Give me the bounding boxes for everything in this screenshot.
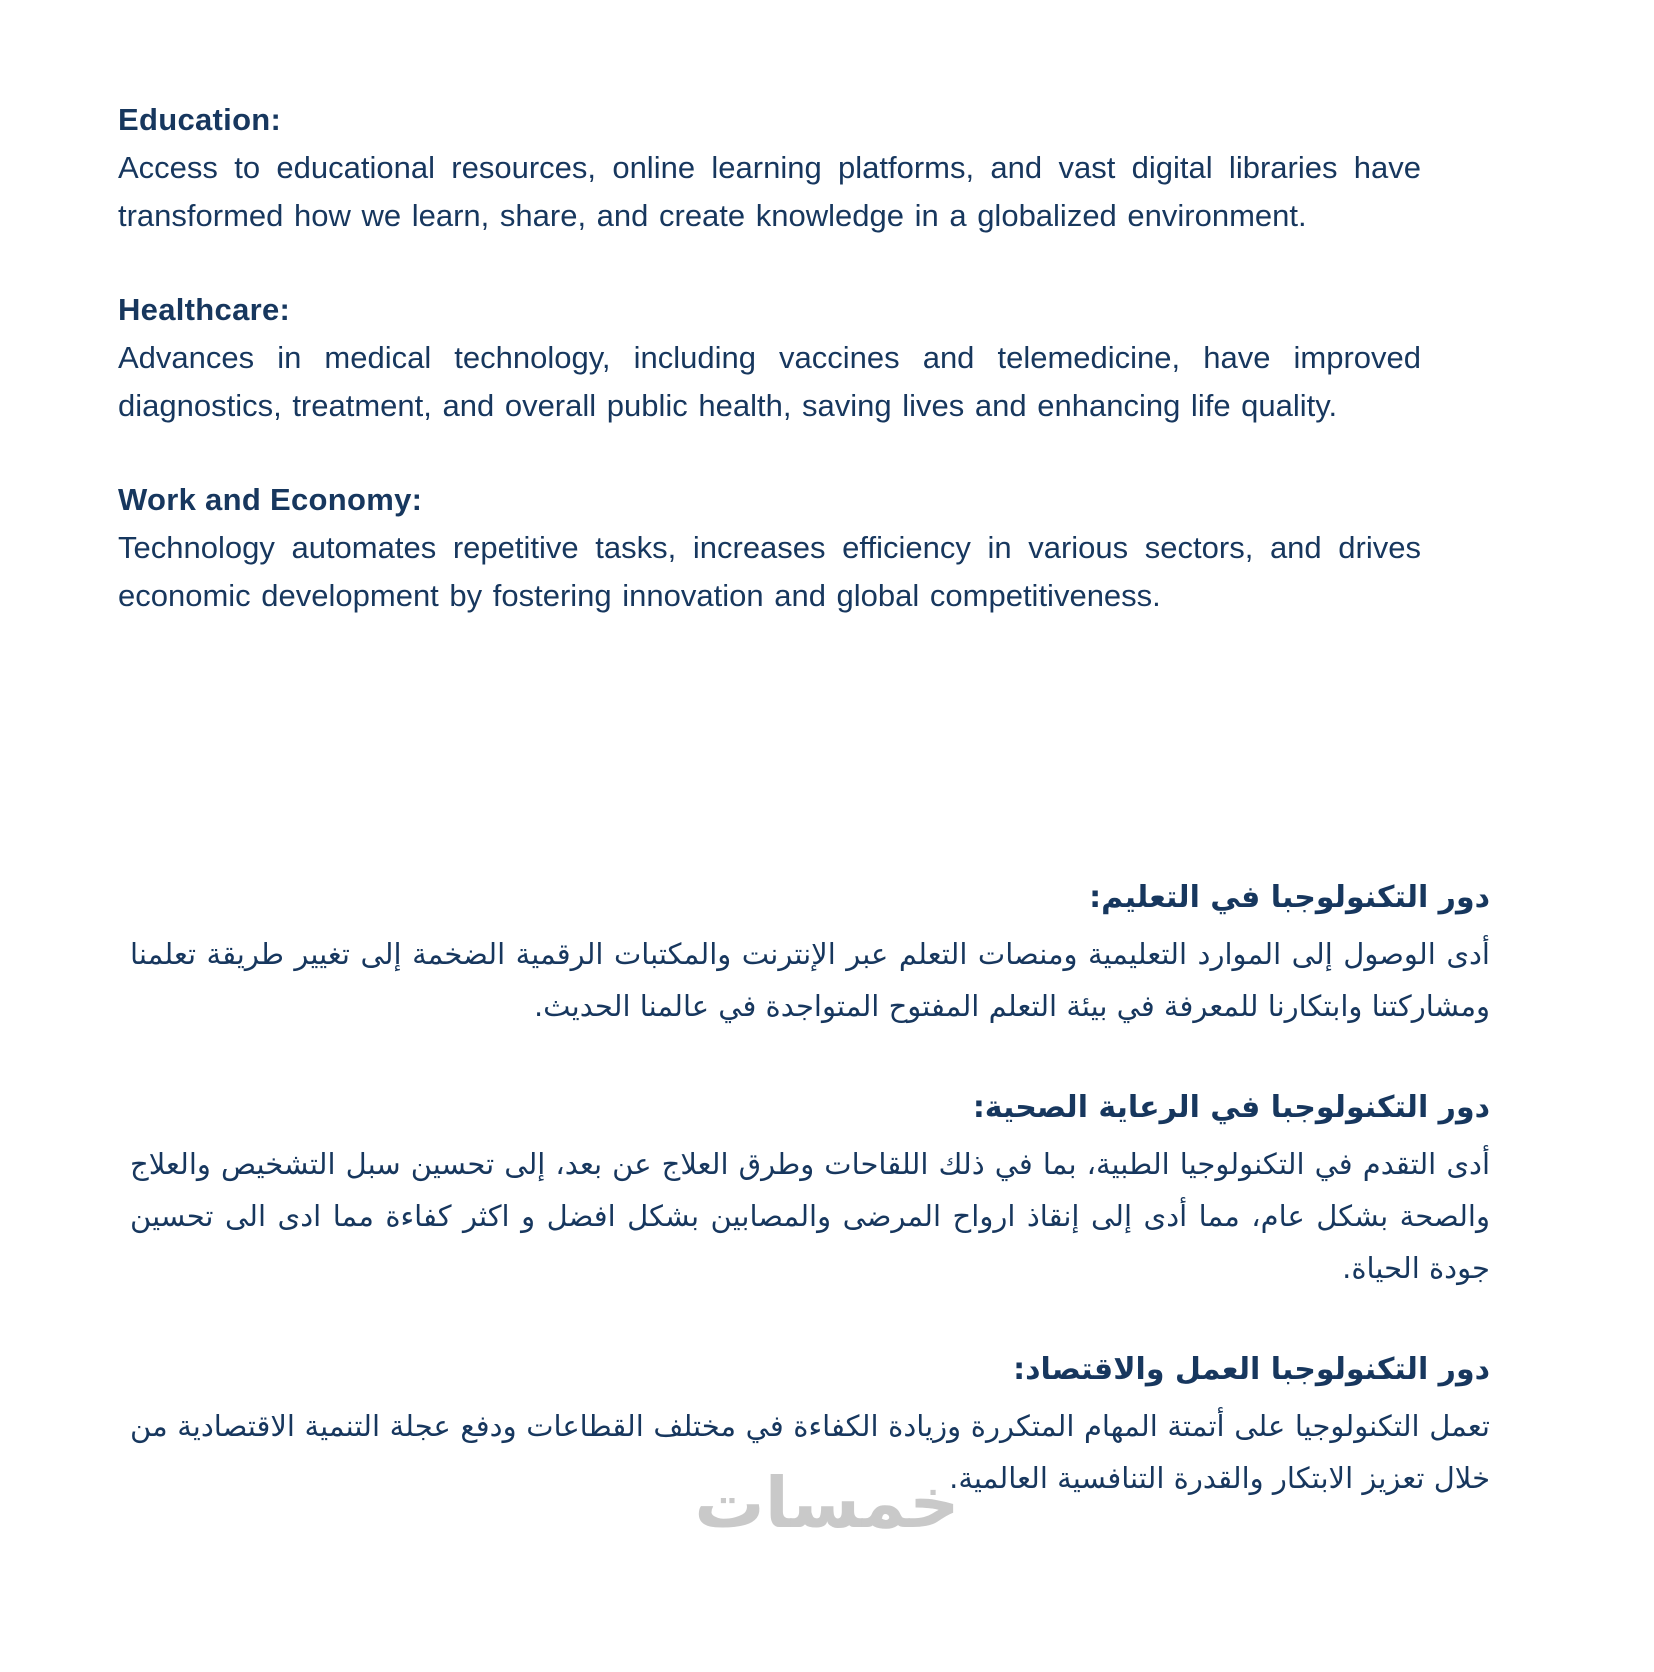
section-work-economy <box>118 476 1421 620</box>
khamsat-watermark: خمسات <box>694 1462 960 1544</box>
education-body: Access to educational resources, online learning platforms, and vast digital libraries have transformed how we learn, share, and create knowledge in a globalized environment. <box>118 150 1421 233</box>
healthcare-heading-arabic: دور التكنولوجبا في الرعاية الصحية: <box>972 1090 1490 1125</box>
work-economy-heading: Work and Economy: <box>118 482 423 517</box>
section-healthcare <box>118 286 1421 430</box>
education-heading: Education: <box>118 102 282 137</box>
work-economy-body-arabic: تعمل التكنولوجيا على أتمتة المهام المتكررة وزيادة الكفاءة في مختلف القطاعات ودفع عجلة التنمية الاقتصادية من خلال تعزيز الابتكار والقدرة التنافسية العالمية. <box>130 1409 1490 1495</box>
arabic-text-block <box>130 872 1490 1554</box>
healthcare-heading: Healthcare: <box>118 292 291 327</box>
healthcare-body-arabic: أدى التقدم في التكنولوجيا الطبية، بما في ذلك اللقاحات وطرق العلاج عن بعد، إلى تحسين سبل التشخيص والعلاج والصحة بشكل عام، مما أدى إلى إنقاذ ارواح المرضى والمصابين بشكل افضل و اكثر كفاءة مما ادى الى تحسين جودة الحياة. <box>130 1147 1490 1285</box>
section-education <box>118 96 1421 240</box>
section-education-arabic <box>130 872 1490 1032</box>
english-text-block <box>118 96 1421 666</box>
healthcare-body: Advances in medical technology, including vaccines and telemedicine, have improved diagnostics, treatment, and overall public health, saving lives and enhancing life quality. <box>118 340 1421 423</box>
work-economy-heading-arabic: دور التكنولوجبا العمل والاقتصاد: <box>1013 1352 1490 1387</box>
education-body-arabic: أدى الوصول إلى الموارد التعليمية ومنصات التعلم عبر الإنترنت والمكتبات الرقمية الضخمة إلى تغيير طريقة تعلمنا ومشاركتنا وابتكارنا للمعرفة في بيئة التعلم المفتوح المتواجدة في عالمنا الحديث. <box>130 937 1490 1023</box>
work-economy-body: Technology automates repetitive tasks, increases efficiency in various sectors, and drives economic development by fostering innovation and global competitiveness. <box>118 530 1421 613</box>
section-healthcare-arabic <box>130 1082 1490 1294</box>
education-heading-arabic: دور التكنولوجبا في التعليم: <box>1089 880 1490 915</box>
